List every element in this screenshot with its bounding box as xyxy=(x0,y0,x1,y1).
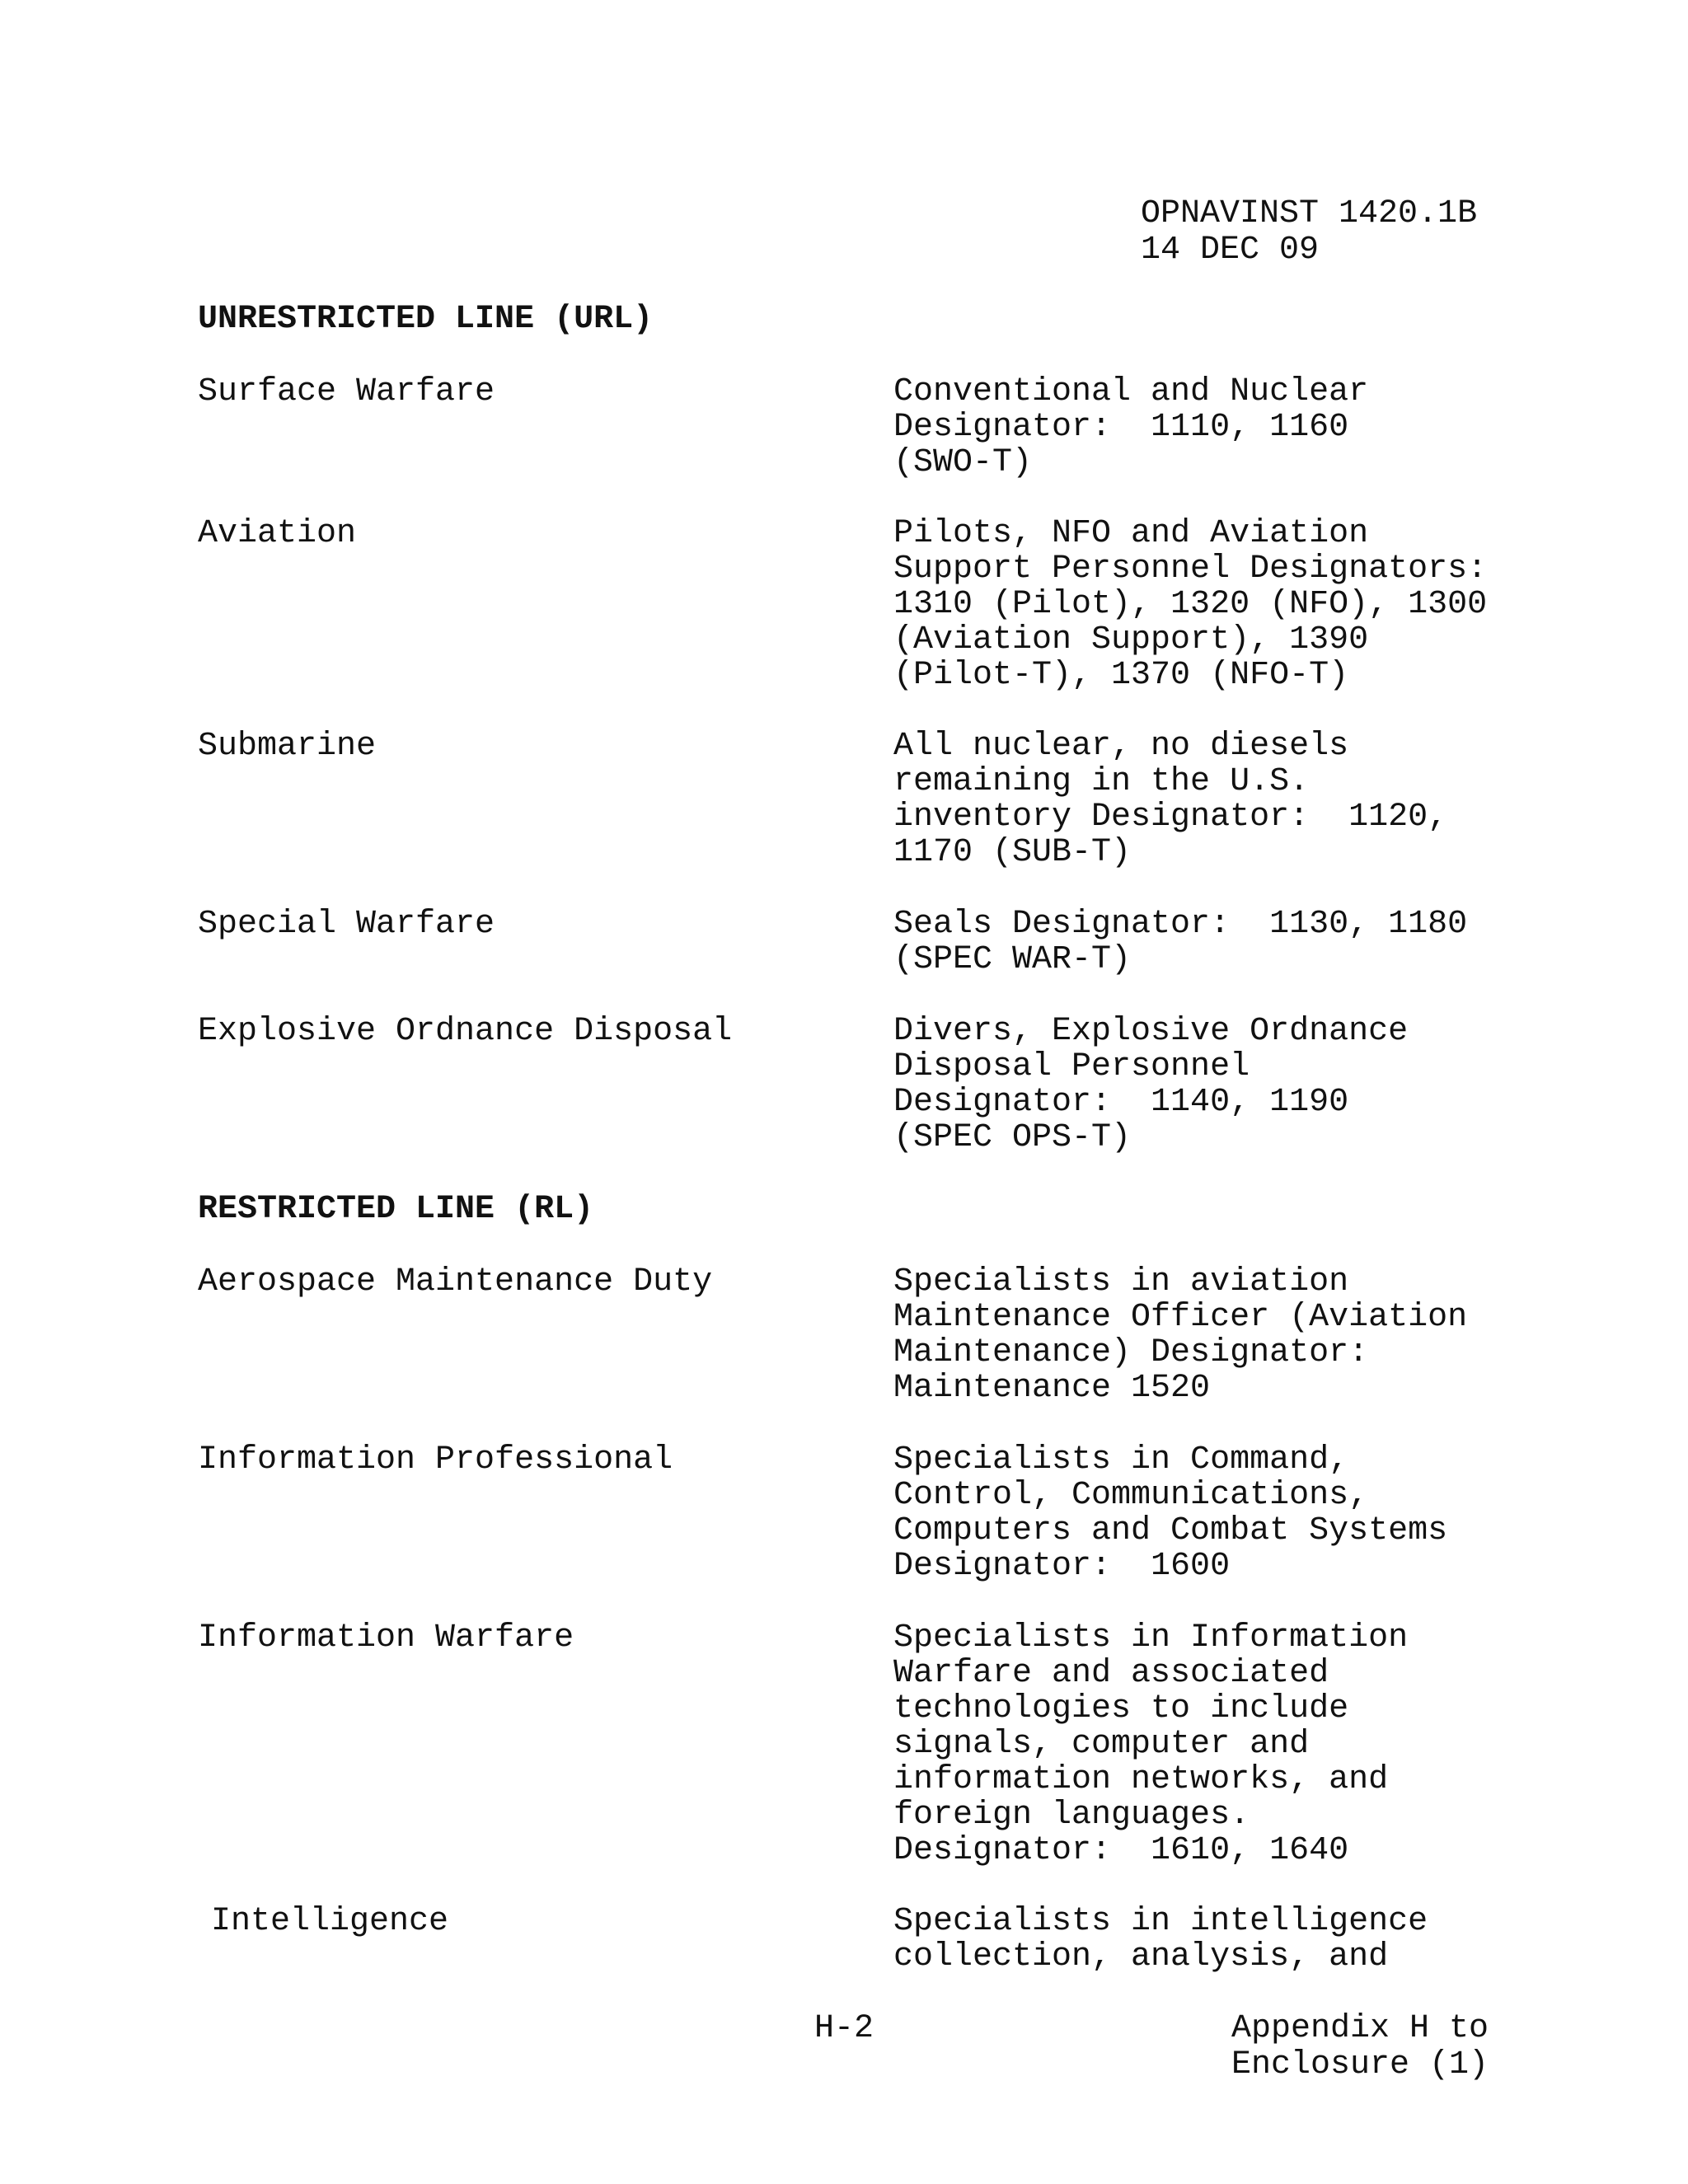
desc-line: Specialists in aviation xyxy=(893,1263,1349,1301)
desc-line: Support Personnel Designators: xyxy=(893,551,1488,588)
desc-line: Disposal Personnel xyxy=(893,1048,1250,1085)
desc-line: Warfare and associated xyxy=(893,1655,1329,1692)
document-header xyxy=(1141,196,1477,269)
desc-line: All nuclear, no diesels xyxy=(893,728,1349,765)
desc-line: (Aviation Support), 1390 xyxy=(893,621,1369,658)
desc-line: Designator: 1610, 1640 xyxy=(893,1832,1349,1869)
instruction-number: OPNAVINST 1420.1B xyxy=(1141,195,1478,232)
desc-line: Designator: 1110, 1160 xyxy=(893,409,1349,446)
desc-line: Maintenance 1520 xyxy=(893,1370,1211,1407)
desc-line: Designator: 1140, 1190 xyxy=(893,1084,1349,1121)
desc-line: (SPEC WAR-T) xyxy=(893,941,1132,978)
desc-line: Maintenance) Designator: xyxy=(893,1334,1369,1371)
desc-line: inventory Designator: 1120, xyxy=(893,799,1448,836)
entry-label-eod: Explosive Ordnance Disposal xyxy=(198,1013,733,1050)
entry-label-information-warfare: Information Warfare xyxy=(198,1619,574,1657)
instruction-date: 14 DEC 09 xyxy=(1141,232,1320,269)
desc-line: 1170 (SUB-T) xyxy=(893,834,1132,871)
desc-line: (Pilot-T), 1370 (NFO-T) xyxy=(893,657,1349,694)
appendix-label: Appendix H to xyxy=(1231,2010,1489,2047)
desc-line: Specialists in Information xyxy=(893,1619,1409,1657)
desc-line: 1310 (Pilot), 1320 (NFO), 1300 xyxy=(893,586,1488,623)
desc-line: Divers, Explosive Ordnance xyxy=(893,1013,1409,1050)
page-number: H-2 xyxy=(814,2010,874,2047)
desc-line: Control, Communications, xyxy=(893,1477,1369,1514)
desc-line: Designator: 1600 xyxy=(893,1548,1231,1585)
entry-desc-aviation xyxy=(893,516,1487,693)
entry-label-intelligence: Intelligence xyxy=(211,1903,449,1940)
entry-desc-special-warfare xyxy=(893,907,1467,977)
desc-line: foreign languages. xyxy=(893,1797,1250,1834)
section-title-url: UNRESTRICTED LINE (URL) xyxy=(198,301,654,338)
entry-desc-information-warfare xyxy=(893,1620,1408,1868)
entry-desc-information-professional xyxy=(893,1442,1447,1584)
entry-desc-intelligence xyxy=(893,1904,1428,1975)
desc-line: Seals Designator: 1130, 1180 xyxy=(893,906,1468,943)
desc-line: Specialists in intelligence xyxy=(893,1903,1428,1940)
desc-line: technologies to include xyxy=(893,1690,1349,1727)
footer-enclosure-ref xyxy=(1231,2011,1489,2083)
desc-line: signals, computer and xyxy=(893,1726,1310,1763)
entry-desc-eod xyxy=(893,1014,1408,1155)
entry-label-submarine: Submarine xyxy=(198,728,377,765)
entry-label-surface-warfare: Surface Warfare xyxy=(198,373,495,410)
entry-label-aerospace-maintenance: Aerospace Maintenance Duty xyxy=(198,1263,713,1301)
desc-line: (SWO-T) xyxy=(893,444,1033,481)
entry-label-aviation: Aviation xyxy=(198,515,357,552)
entry-desc-submarine xyxy=(893,729,1447,870)
entry-label-information-professional: Information Professional xyxy=(198,1441,673,1479)
desc-line: remaining in the U.S. xyxy=(893,763,1310,800)
entry-desc-surface-warfare xyxy=(893,374,1368,480)
desc-line: information networks, and xyxy=(893,1761,1389,1798)
desc-line: Computers and Combat Systems xyxy=(893,1512,1448,1549)
desc-line: (SPEC OPS-T) xyxy=(893,1119,1132,1156)
entry-label-special-warfare: Special Warfare xyxy=(198,906,495,943)
desc-line: Conventional and Nuclear xyxy=(893,373,1369,410)
desc-line: Pilots, NFO and Aviation xyxy=(893,515,1369,552)
entry-desc-aerospace-maintenance xyxy=(893,1264,1467,1406)
section-title-rl: RESTRICTED LINE (RL) xyxy=(198,1191,594,1228)
desc-line: collection, analysis, and xyxy=(893,1938,1389,1975)
desc-line: Maintenance Officer (Aviation xyxy=(893,1299,1468,1336)
enclosure-label: Enclosure (1) xyxy=(1231,2046,1489,2083)
desc-line: Specialists in Command, xyxy=(893,1441,1349,1479)
